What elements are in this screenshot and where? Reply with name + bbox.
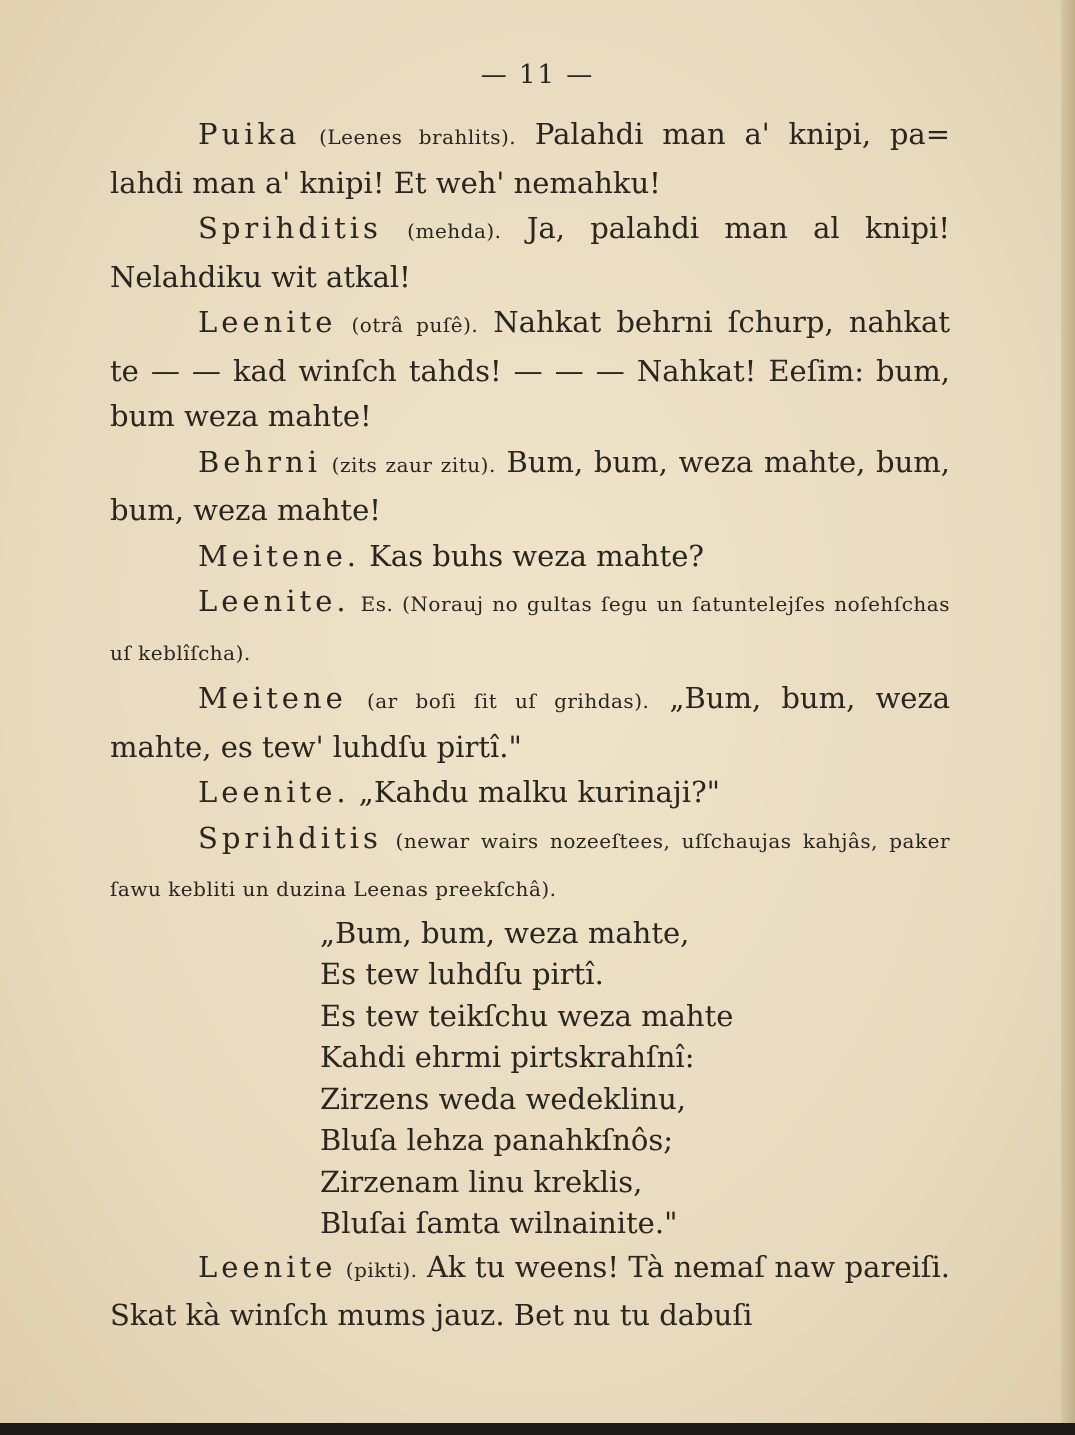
speaker-name: Leenite. <box>198 584 350 618</box>
verse-line: Bluſai ſamta wilnainite." <box>320 1206 678 1240</box>
song-verse <box>110 913 950 1245</box>
stage-direction: (Leenes brahlits). <box>319 125 517 149</box>
speaker-name: Puika <box>198 117 301 151</box>
verse-line: Bluſa lehza panahkſnôs; <box>320 1123 673 1157</box>
verse-line: Zirzenam linu kreklis, <box>320 1164 643 1199</box>
verse-line: Kahdi ehrmi pirtskrahſnî: <box>320 1040 695 1074</box>
verse-line: „Bum, bum, weza mahte, <box>320 915 690 950</box>
dialogue-paragraph <box>110 816 950 913</box>
dialogue-paragraph <box>110 300 950 440</box>
dialogue-paragraph <box>110 206 950 300</box>
dialogue-paragraph <box>110 1245 950 1339</box>
dialogue-text: Kas buhs weza mahte? <box>369 538 704 573</box>
dialogue-text: Ja, palahdi man al knipi! Nelahdiku wit atkal! <box>110 211 950 294</box>
stage-direction: (mehda). <box>407 219 502 243</box>
speaker-name: Meitene <box>198 681 347 715</box>
stage-direction: (otrâ puſê). <box>351 313 479 337</box>
dialogue-text: „Kahdu malku kurinaji?" <box>358 775 720 809</box>
stage-direction: Es. (Norauj no gultas ſegu un ſatuntelejſes noſehſchas uſ keblîſcha). <box>110 592 950 665</box>
dialogue-paragraph <box>110 676 950 770</box>
dialogue-text: Palahdi man a' knipi, pa= lahdi man a' knipi! Et weh' nemahku! <box>110 117 951 200</box>
speaker-name: Meitene. <box>198 538 361 573</box>
stage-direction: (newar wairs nozeeſtees, uſſchaujas kahjâs, paker ſawu kebliti un duzina Leenas preekſchâ). <box>110 828 951 901</box>
dialogue-paragraph <box>110 440 950 534</box>
speaker-name: Behrni <box>198 444 321 479</box>
speaker-name: Sprihditis <box>198 211 382 245</box>
dialogue-text: Nahkat behrni ſchurp, nahkat te — — kad winſch tahds! — — — Nahkat! Eeſim: bum, bum weza mahte! <box>110 305 950 433</box>
dialogue-paragraph <box>110 770 950 816</box>
verse-line: Es tew luhdſu pirtî. <box>320 957 604 991</box>
speaker-name: Sprihditis <box>198 820 382 855</box>
speaker-name: Leenite <box>198 305 337 339</box>
speaker-name: Leenite <box>198 1249 337 1284</box>
verse-line: Es tew teikſchu weza mahte <box>320 998 734 1033</box>
dialogue-paragraph <box>110 534 950 580</box>
speaker-name: Leenite. <box>198 775 350 809</box>
dialogue-text: Ak tu weens! Tà nemaſ naw pareiſi. Skat kà winſch mums jauz. Bet nu tu dabuſi <box>110 1249 950 1332</box>
dialogue-text: „Bum, bum, weza mahte, es tew' luhdſu pirtî." <box>110 681 951 764</box>
play-text <box>110 112 950 1339</box>
stage-direction: (pikti). <box>345 1257 418 1282</box>
page-edge <box>1061 0 1075 1435</box>
page-number: — 11 — <box>480 60 595 90</box>
dialogue-paragraph <box>110 112 950 206</box>
stage-direction: (ar boſi ſit uſ grihdas). <box>366 689 650 713</box>
scan-border <box>0 1423 1075 1435</box>
verse-line: Zirzens weda wedeklinu, <box>320 1081 686 1116</box>
dialogue-paragraph <box>110 579 950 676</box>
stage-direction: (zits zaur zitu). <box>331 452 496 477</box>
dialogue-text: Bum, bum, weza mahte, bum, bum, weza mahte! <box>110 444 950 527</box>
